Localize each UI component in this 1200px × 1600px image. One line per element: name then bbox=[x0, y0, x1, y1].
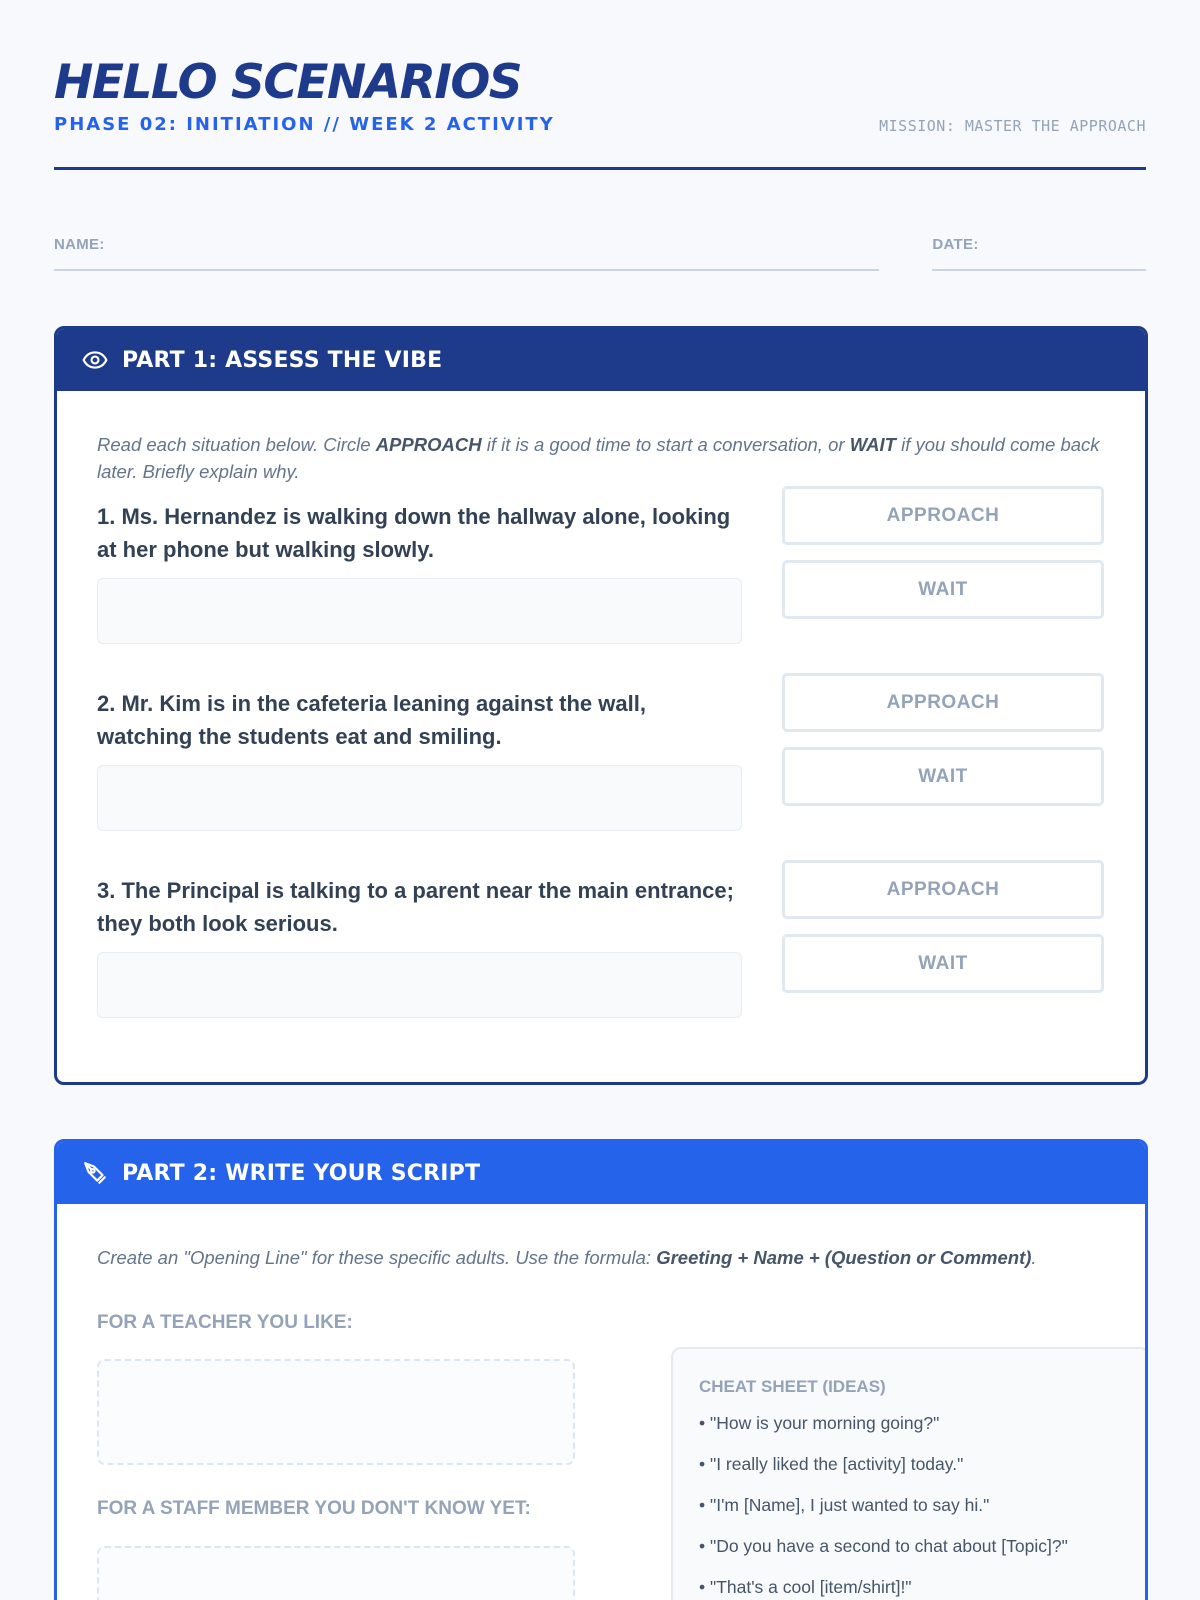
part-2-header bbox=[57, 1142, 1145, 1204]
part-2-body bbox=[57, 1204, 1145, 1600]
part-1-instructions bbox=[97, 431, 1105, 485]
approach-button[interactable]: APPROACH bbox=[782, 486, 1104, 545]
name-label: NAME: bbox=[54, 236, 105, 253]
scenario-item bbox=[97, 874, 1105, 1061]
approach-button[interactable]: APPROACH bbox=[782, 673, 1104, 732]
name-field[interactable] bbox=[54, 234, 879, 271]
staff-prompt-label: FOR A STAFF MEMBER YOU DON'T KNOW YET: bbox=[97, 1498, 531, 1519]
worksheet-header bbox=[54, 0, 1146, 170]
scenario-text: 2. Mr. Kim is in the cafeteria leaning against the wall, watching the students eat and smiling. bbox=[97, 691, 646, 749]
scenario-text: 1. Ms. Hernandez is walking down the hallway alone, looking at her phone but walking slowly. bbox=[97, 504, 731, 562]
explanation-box[interactable] bbox=[97, 952, 742, 1018]
part-1-body bbox=[57, 391, 1145, 1061]
eye-icon bbox=[82, 347, 108, 373]
page-subtitle: PHASE 02: INITIATION // WEEK 2 ACTIVITY bbox=[54, 114, 555, 135]
cheat-sheet-item: • "I'm [Name], I just wanted to say hi." bbox=[699, 1495, 990, 1515]
part-1-header bbox=[57, 329, 1145, 391]
part-2-section bbox=[54, 1139, 1148, 1600]
instructions-text: if it is a good time to start a conversation, or bbox=[481, 434, 850, 455]
scenario-list bbox=[97, 500, 1105, 1061]
scenario-item bbox=[97, 687, 1105, 874]
cheat-sheet-item: • "Do you have a second to chat about [Topic]?" bbox=[699, 1536, 1068, 1556]
cheat-sheet-item: • "That's a cool [item/shirt]!" bbox=[699, 1577, 912, 1597]
student-fields bbox=[54, 234, 1146, 271]
pen-icon bbox=[82, 1160, 108, 1186]
date-field[interactable] bbox=[932, 234, 1146, 271]
instructions-approach: APPROACH bbox=[375, 434, 482, 455]
cheat-sheet-item: • "How is your morning going?" bbox=[699, 1413, 940, 1433]
scenario-text: 3. The Principal is talking to a parent near the main entrance; they both look serious. bbox=[97, 878, 734, 936]
instructions-wait: WAIT bbox=[849, 434, 896, 455]
cheat-sheet-title: CHEAT SHEET (IDEAS) bbox=[699, 1377, 886, 1396]
staff-script-box[interactable] bbox=[97, 1546, 575, 1600]
instructions-text: Create an "Opening Line" for these specific adults. Use the formula: bbox=[97, 1247, 657, 1268]
cheat-sheet-item: • "I really liked the [activity] today." bbox=[699, 1454, 964, 1474]
teacher-script-box[interactable] bbox=[97, 1359, 575, 1465]
explanation-box[interactable] bbox=[97, 578, 742, 644]
part-2-title: PART 2: WRITE YOUR SCRIPT bbox=[122, 1160, 481, 1186]
explanation-box[interactable] bbox=[97, 765, 742, 831]
instructions-text: Read each situation below. Circle bbox=[97, 434, 376, 455]
part-1-title: PART 1: ASSESS THE VIBE bbox=[122, 347, 443, 373]
wait-button[interactable]: WAIT bbox=[782, 560, 1104, 619]
instructions-text: if you should come back later. Briefly explain why. bbox=[97, 434, 1100, 482]
instructions-text: . bbox=[1031, 1247, 1037, 1268]
instructions-formula: Greeting + Name + (Question or Comment) bbox=[656, 1247, 1032, 1268]
page-title: HELLO SCENARIOS bbox=[54, 55, 522, 110]
script-area bbox=[97, 1312, 1105, 1600]
scenario-item bbox=[97, 500, 1105, 687]
part-1-section bbox=[54, 326, 1148, 1085]
wait-button[interactable]: WAIT bbox=[782, 747, 1104, 806]
date-label: DATE: bbox=[932, 236, 979, 253]
cheat-sheet bbox=[671, 1347, 1148, 1600]
wait-button[interactable]: WAIT bbox=[782, 934, 1104, 993]
approach-button[interactable]: APPROACH bbox=[782, 860, 1104, 919]
mission-tag: MISSION: MASTER THE APPROACH bbox=[879, 117, 1146, 135]
part-2-instructions bbox=[97, 1244, 1105, 1271]
teacher-prompt-label: FOR A TEACHER YOU LIKE: bbox=[97, 1312, 353, 1333]
